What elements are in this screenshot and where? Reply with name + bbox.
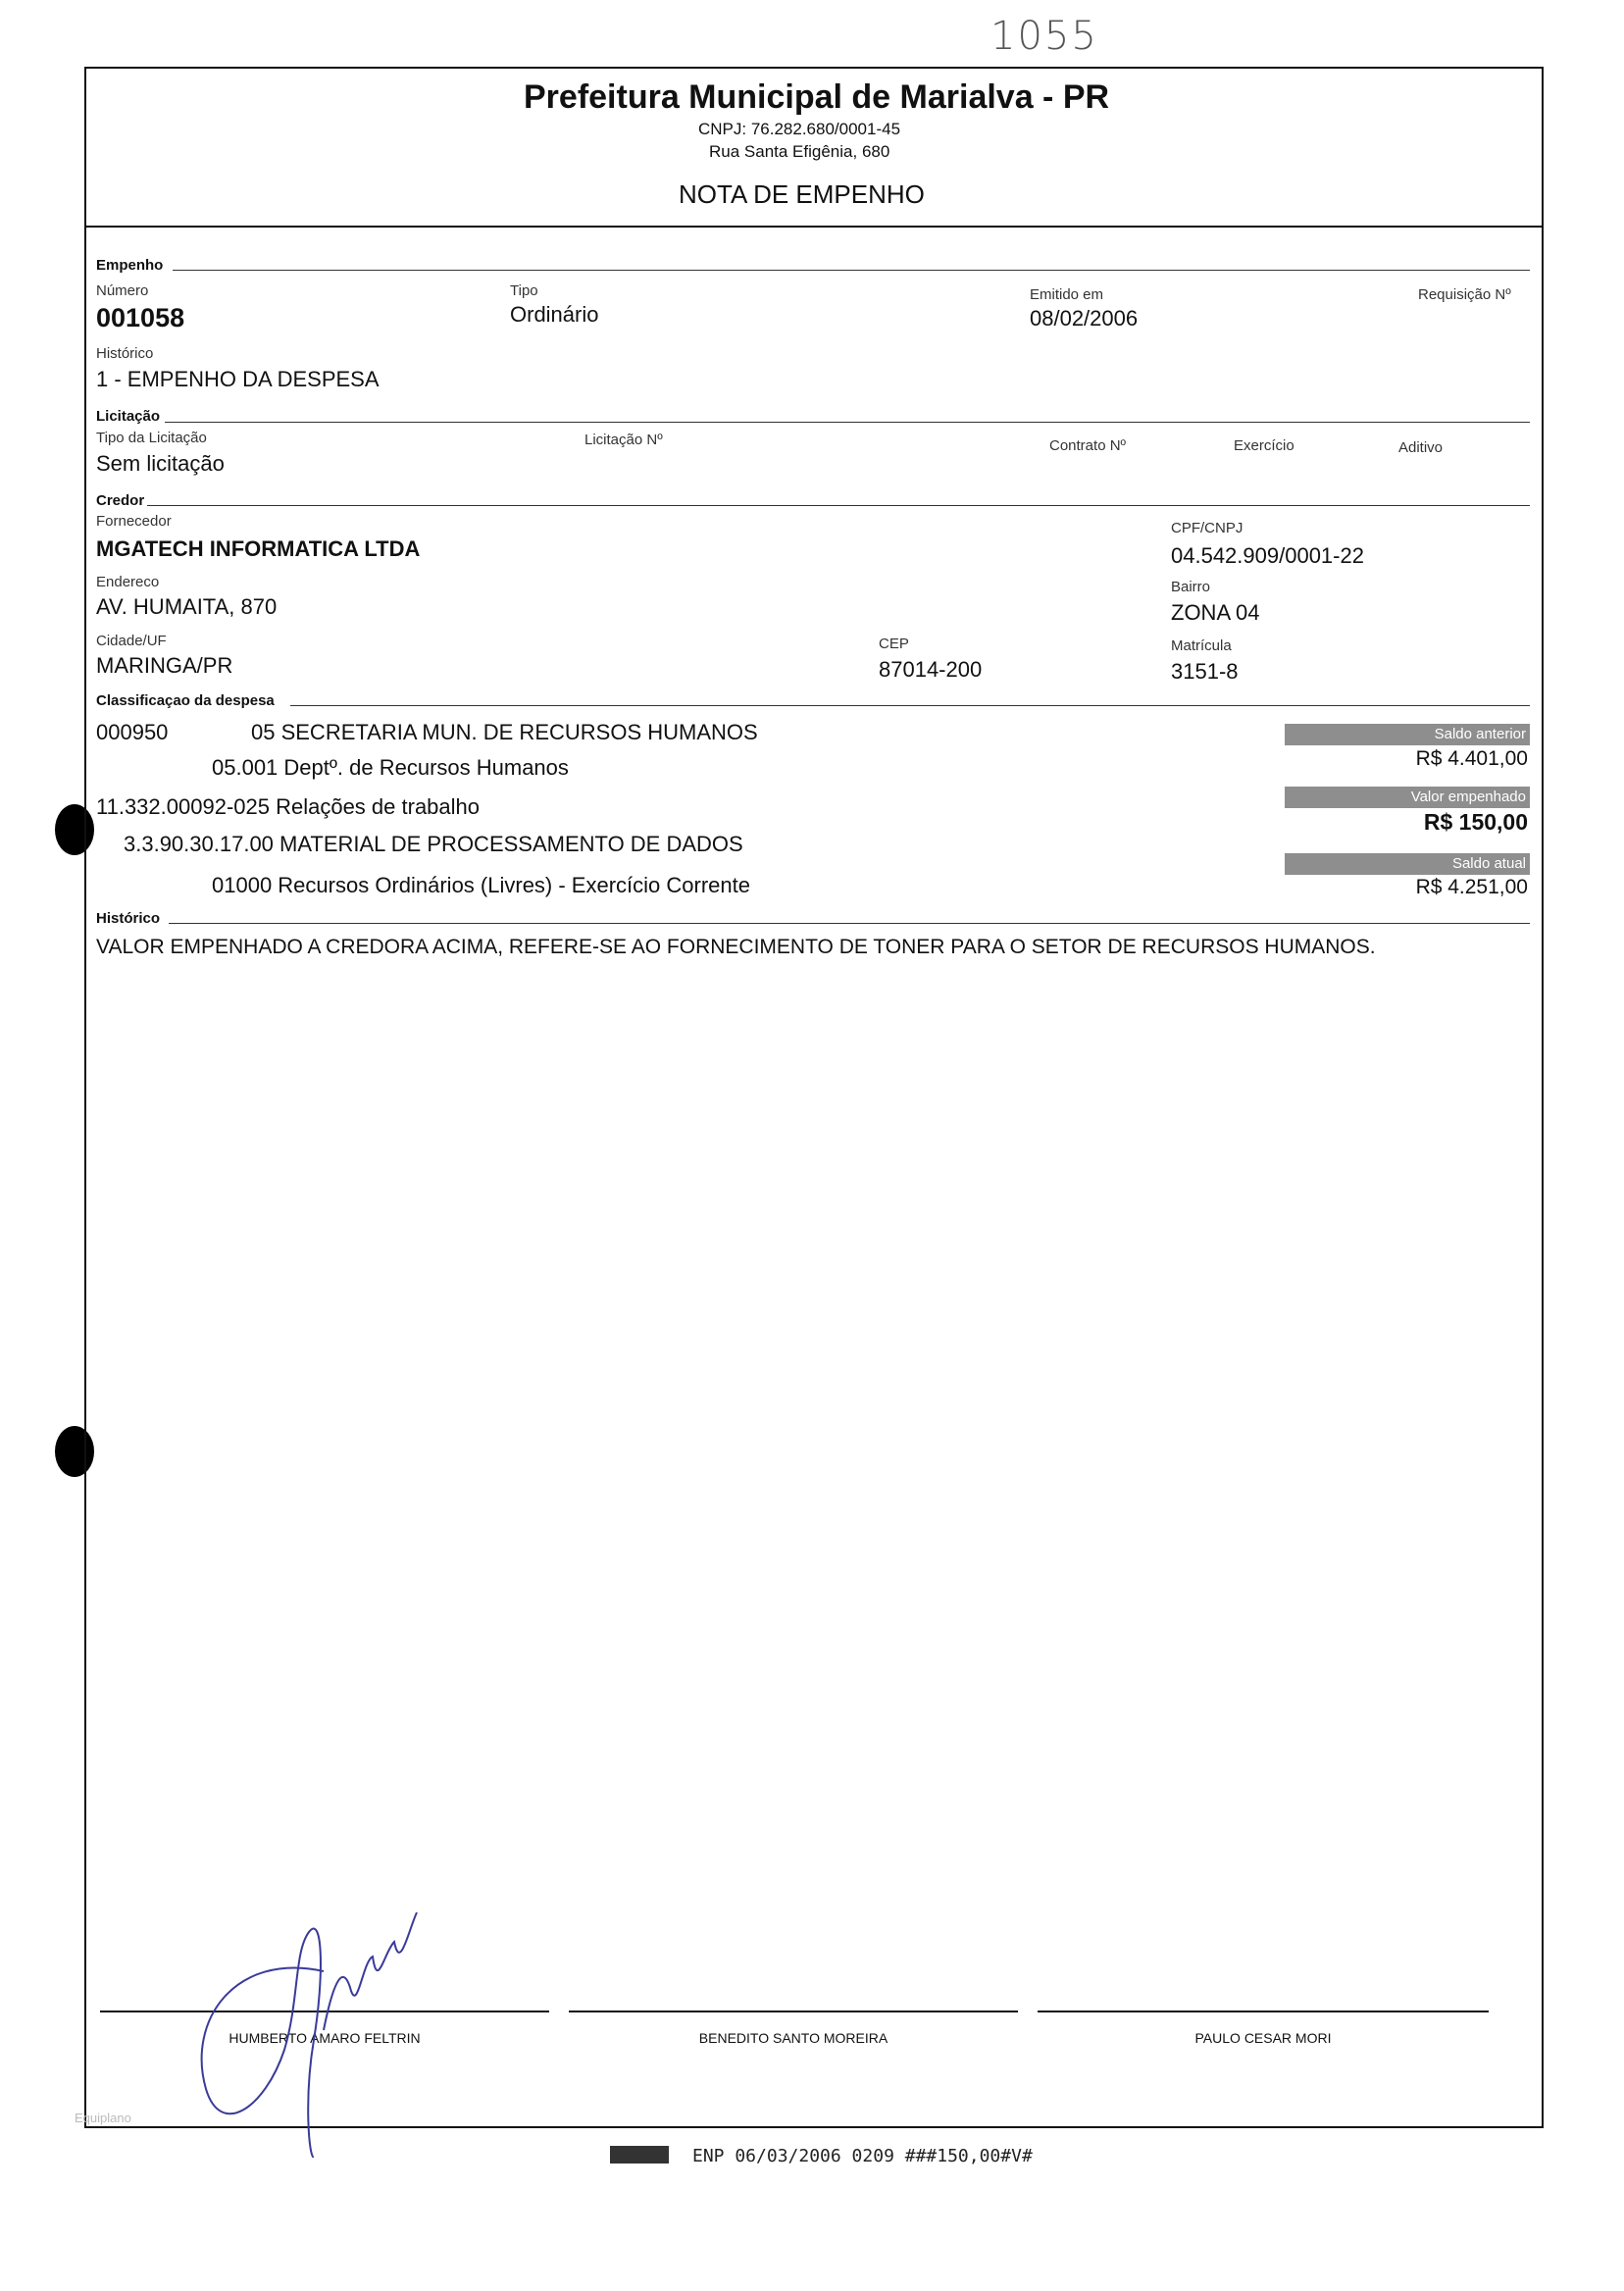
orgao-line: 05 SECRETARIA MUN. DE RECURSOS HUMANOS bbox=[251, 720, 758, 744]
signature-name-1: HUMBERTO AMARO FELTRIN bbox=[228, 2030, 421, 2046]
section-historico-rule bbox=[169, 923, 1530, 924]
saldo-atual-label: Saldo atual bbox=[1285, 853, 1530, 875]
numero-value: 001058 bbox=[96, 303, 185, 332]
requisicao-label: Requisição Nº bbox=[1418, 286, 1511, 303]
tipo-label: Tipo bbox=[510, 282, 538, 299]
handwritten-signature bbox=[177, 1863, 431, 2158]
page-title: Prefeitura Municipal de Marialva - PR bbox=[524, 78, 1110, 116]
cidade-label: Cidade/UF bbox=[96, 633, 167, 649]
header-address: Rua Santa Efigênia, 680 bbox=[709, 142, 890, 161]
emitido-label: Emitido em bbox=[1030, 286, 1104, 303]
emitido-value: 08/02/2006 bbox=[1030, 306, 1139, 331]
historico-text: VALOR EMPENHADO A CREDORA ACIMA, REFERE-SE AO FORNECIMENTO DE TONER PARA O SETOR DE RECURSOS HUMANOS. bbox=[96, 936, 1376, 958]
document-title: NOTA DE EMPENHO bbox=[679, 179, 925, 209]
numero-label: Número bbox=[96, 282, 149, 299]
footer-software-label: Equiplano bbox=[75, 2111, 131, 2125]
licitacao-numero-label: Licitação Nº bbox=[584, 432, 663, 448]
section-classificacao-rule bbox=[290, 705, 1530, 706]
signature-line-3 bbox=[1038, 2011, 1489, 2012]
fonte-line: 01000 Recursos Ordinários (Livres) - Exercício Corrente bbox=[212, 873, 750, 897]
endereco-label: Endereco bbox=[96, 574, 160, 590]
valor-empenhado-value: R$ 150,00 bbox=[1423, 809, 1528, 835]
valor-empenhado-label: Valor empenhado bbox=[1285, 787, 1530, 808]
signature-name-2: BENEDITO SANTO MOREIRA bbox=[698, 2030, 888, 2046]
cep-value: 87014-200 bbox=[879, 657, 983, 682]
signature-line-2 bbox=[569, 2011, 1018, 2012]
cep-label: CEP bbox=[879, 636, 909, 652]
section-historico: Histórico bbox=[96, 910, 161, 927]
fornecedor-value: MGATECH INFORMATICA LTDA bbox=[96, 536, 421, 561]
section-empenho: Empenho bbox=[96, 257, 164, 274]
endereco-value: AV. HUMAITA, 870 bbox=[96, 594, 278, 619]
unidade-line: 05.001 Deptº. de Recursos Humanos bbox=[212, 755, 569, 780]
header-cnpj: CNPJ: 76.282.680/0001-45 bbox=[698, 120, 901, 138]
tipo-licitacao-value: Sem licitação bbox=[96, 451, 225, 476]
dotacao-code: 000950 bbox=[96, 720, 169, 744]
tipo-licitacao-label: Tipo da Licitação bbox=[96, 430, 207, 446]
section-empenho-rule bbox=[173, 270, 1530, 271]
section-credor-rule bbox=[147, 505, 1530, 506]
bairro-label: Bairro bbox=[1171, 579, 1211, 595]
matricula-value: 3151-8 bbox=[1171, 659, 1239, 684]
historico-value: 1 - EMPENHO DA DESPESA bbox=[96, 367, 380, 391]
signature-name-3: PAULO CESAR MORI bbox=[1194, 2030, 1332, 2046]
bank-logo-icon bbox=[610, 2146, 669, 2164]
tipo-value: Ordinário bbox=[510, 302, 599, 327]
historico-label: Histórico bbox=[96, 345, 154, 362]
cidade-value: MARINGA/PR bbox=[96, 653, 233, 678]
section-licitacao-rule bbox=[165, 422, 1530, 423]
saldo-anterior-label: Saldo anterior bbox=[1285, 724, 1530, 745]
saldo-atual-value: R$ 4.251,00 bbox=[1415, 876, 1528, 898]
section-classificacao: Classificaçao da despesa bbox=[96, 692, 275, 709]
header-divider bbox=[84, 226, 1544, 228]
funcional-line: 11.332.00092-025 Relações de trabalho bbox=[96, 794, 481, 819]
bank-stamp: ENP 06/03/2006 0209 ###150,00#V# bbox=[692, 2146, 1033, 2166]
aditivo-label: Aditivo bbox=[1398, 439, 1444, 456]
matricula-label: Matrícula bbox=[1171, 637, 1232, 654]
contrato-label: Contrato Nº bbox=[1049, 437, 1127, 454]
fornecedor-label: Fornecedor bbox=[96, 513, 172, 530]
cnpj-label: CPF/CNPJ bbox=[1171, 520, 1243, 536]
section-licitacao: Licitação bbox=[96, 408, 161, 425]
cnpj-value: 04.542.909/0001-22 bbox=[1171, 543, 1364, 568]
exercicio-label: Exercício bbox=[1234, 437, 1294, 454]
saldo-anterior-value: R$ 4.401,00 bbox=[1415, 747, 1528, 770]
section-credor: Credor bbox=[96, 492, 145, 509]
handwritten-page-number: 1055 bbox=[990, 14, 1098, 59]
bairro-value: ZONA 04 bbox=[1171, 600, 1260, 625]
elemento-line: 3.3.90.30.17.00 MATERIAL DE PROCESSAMENTO DE DADOS bbox=[124, 832, 743, 856]
